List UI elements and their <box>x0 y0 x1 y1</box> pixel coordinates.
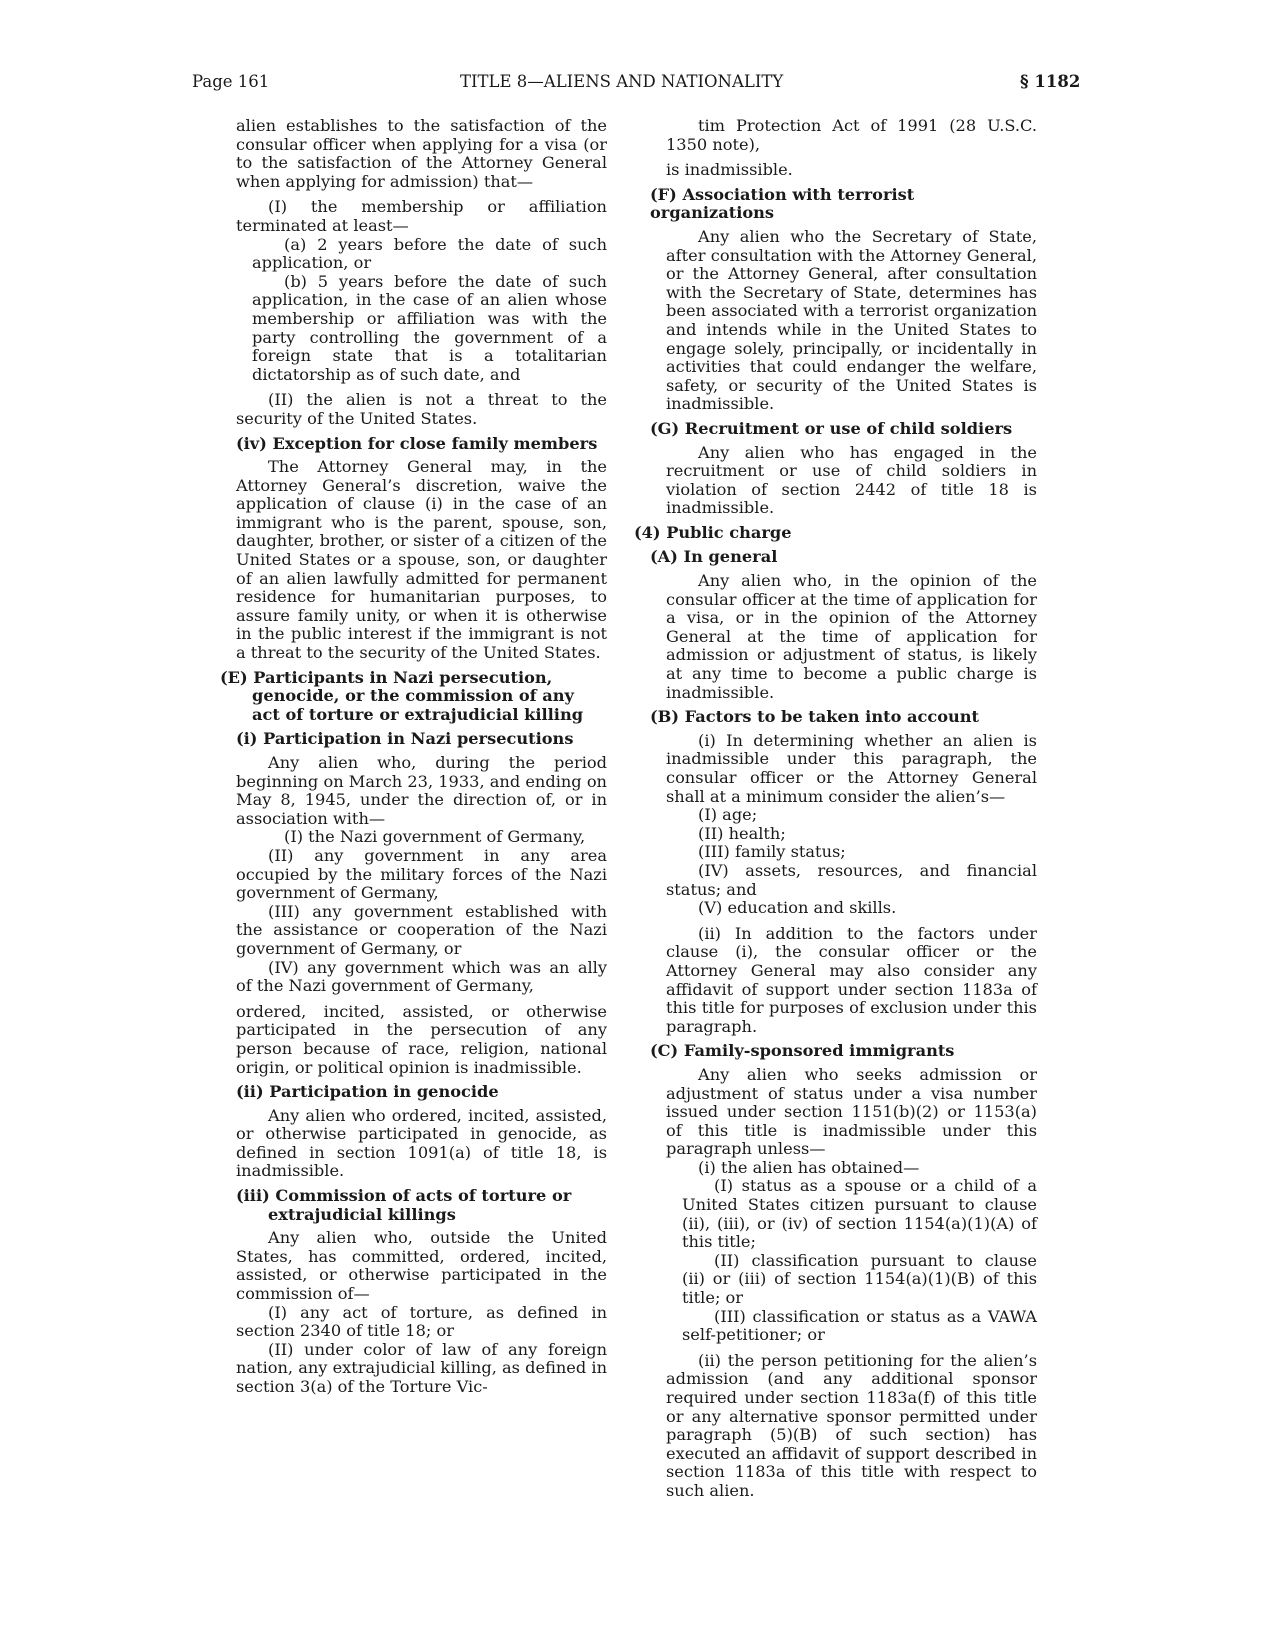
paragraph: (I) status as a spouse or a child of a United States citizen pursuant to clause (ii), (iii), or (iv) of section 1154(a)(1)(A) of this title; <box>682 1176 1037 1252</box>
list-item: (V) education and skills. <box>698 898 897 918</box>
heading-genocide: (ii) Participation in genocide <box>236 1082 499 1102</box>
paragraph: tim Protection Act of 1991 (28 U.S.C. 1350 note), <box>666 116 1037 154</box>
right-column <box>634 116 1037 1501</box>
paragraph: (II) under color of law of any foreign nation, any extrajudicial killing, as defined in section 3(a) of the Torture Vic- <box>236 1339 607 1396</box>
paragraph: Any alien who has engaged in the recruitment or use of child soldiers in violation of section 2442 of title 18 is inadmissible. <box>666 442 1037 518</box>
paragraph: (ii) the person petitioning for the alien’s admission (and any additional sponsor required under section 1183a(f) of this title or any alternative sponsor permitted under paragraph (5)(B) of such section) has executed an affidavit of support described in section 1183a of this title with respect to such alien. <box>666 1350 1037 1500</box>
left-column <box>220 116 607 1397</box>
paragraph: (II) any government in any area occupied by the military forces of the Nazi government of Germany, <box>236 845 607 903</box>
list-item: (IV) assets, resources, and financial status; and <box>666 860 1037 899</box>
heading-public-charge: (4) Public charge <box>634 522 792 542</box>
heading-torture: (iii) Commission of acts of torture or extrajudicial killings <box>236 1186 572 1224</box>
paragraph: Any alien who the Secretary of State, after consultation with the Attorney General, or the Attorney General, after consultation with the Secretary of State, determines has been associated with a terrorist organization and intends while in the United States to engage solely, principally, or incidentally in activities that could endanger the welfare, safety, or security of the United States is inadmissible. <box>666 226 1037 414</box>
paragraph: (II) classification pursuant to clause (ii) or (iii) of section 1154(a)(1)(B) of this title; or <box>682 1250 1037 1308</box>
heading-terrorist-organizations: (F) Association with terrorist organizations <box>650 184 915 223</box>
paragraph: (ii) In addition to the factors under clause (i), the consular officer or the Attorney General may also consider any affidavit of support under section 1183a of this title for purposes of exclusion under this paragraph. <box>666 923 1037 1036</box>
list-item: (I) age; <box>698 805 758 825</box>
list-item: (II) health; <box>698 823 786 843</box>
paragraph: (a) 2 years before the date of such application, or <box>252 234 607 273</box>
paragraph: (III) any government established with the assistance or cooperation of the Nazi government of Germany, or <box>236 901 607 958</box>
paragraph: Any alien who, during the period beginning on March 23, 1933, and ending on May 8, 1945, under the direction of, or in association with— <box>236 753 607 828</box>
section-number: § 1182 <box>1020 72 1081 91</box>
paragraph: (b) 5 years before the date of such application, in the case of an alien whose membership or affiliation was with the party controlling the government of a foreign state that is a totalitarian dictatorship as of such date, and <box>252 271 607 384</box>
paragraph: Any alien who ordered, incited, assisted, or otherwise participated in genocide, as defined in section 1091(a) of title 18, is inadmissible. <box>236 1105 607 1181</box>
running-title: TITLE 8—ALIENS AND NATIONALITY <box>460 72 784 91</box>
list-item: (III) family status; <box>698 842 846 862</box>
paragraph: (I) any act of torture, as defined in section 2340 of title 18; or <box>236 1302 607 1341</box>
heading-nazi-persecutions: (i) Participation in Nazi persecutions <box>236 729 574 749</box>
paragraph: The Attorney General may, in the Attorney General’s discretion, waive the application of clause (i) in the case of an immigrant who is the parent, spouse, son, daughter, brother, or sister of a citizen of the United States or a spouse, son, or daughter of an alien lawfully admitted for permanent residence for humanitarian purposes, to assure family unity, or when it is otherwise in the public interest if the immigrant is not a threat to the security of the United States. <box>236 457 607 663</box>
page-number: Page 161 <box>192 72 270 91</box>
paragraph: (I) the membership or affiliation terminated at least— <box>236 197 607 235</box>
paragraph: (IV) any government which was an ally of the Nazi government of Germany, <box>236 957 607 996</box>
heading-exception-family: (iv) Exception for close family members <box>236 433 598 453</box>
paragraph: (i) the alien has obtained— <box>698 1157 920 1177</box>
paragraph: (i) In determining whether an alien is inadmissible under this paragraph, the consular officer or the Attorney General shall at a minimum consider the alien’s— <box>666 730 1037 806</box>
paragraph: is inadmissible. <box>666 160 793 180</box>
paragraph: alien establishes to the satisfaction of the consular officer when applying for a visa (or to the satisfaction of the Attorney General when applying for admission) that— <box>236 116 607 191</box>
paragraph: (II) the alien is not a threat to the security of the United States. <box>236 390 607 428</box>
heading-family-sponsored: (C) Family-sponsored immigrants <box>650 1041 955 1061</box>
paragraph: Any alien who seeks admission or adjustment of status under a visa number issued under section 1151(b)(2) or 1153(a) of this title is inadmissible under this paragraph unless— <box>666 1064 1037 1159</box>
paragraph: ordered, incited, assisted, or otherwise participated in the persecution of any person because of race, religion, national origin, or political opinion is inadmissible. <box>236 1001 607 1077</box>
heading-in-general: (A) In general <box>650 547 778 567</box>
paragraph: (III) classification or status as a VAWA self-petitioner; or <box>682 1306 1037 1345</box>
paragraph: Any alien who, in the opinion of the consular officer at the time of application for a visa, or in the opinion of the Attorney General at the time of application for admission or adjustment of status, is likely at any time to become a public charge is inadmissible. <box>666 571 1037 702</box>
heading-factors: (B) Factors to be taken into account <box>650 707 980 727</box>
paragraph: (I) the Nazi government of Germany, <box>284 827 586 847</box>
paragraph: Any alien who, outside the United States, has committed, ordered, incited, assisted, or otherwise participated in the commission of— <box>236 1228 607 1304</box>
heading-child-soldiers: (G) Recruitment or use of child soldiers <box>650 418 1013 438</box>
heading-nazi-persecution: (E) Participants in Nazi persecution, genocide, or the commission of any act of torture or extrajudicial killing <box>220 667 584 724</box>
